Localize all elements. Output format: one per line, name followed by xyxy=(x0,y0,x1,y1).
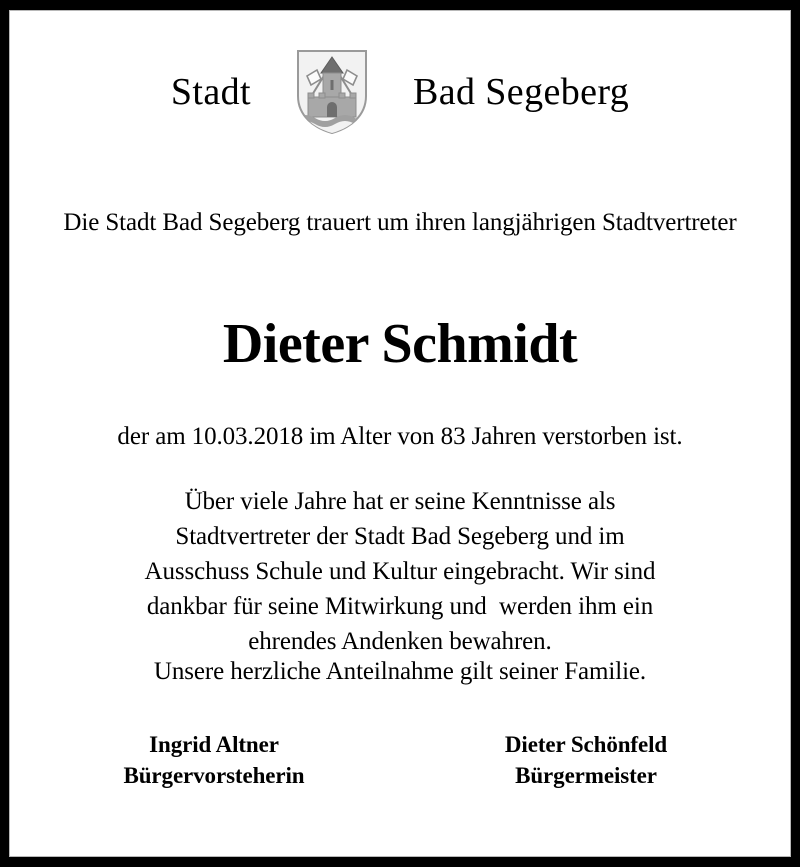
signature-block xyxy=(10,729,790,791)
tribute-line-1: Über viele Jahre hat er seine Kenntnisse als xyxy=(184,488,616,515)
tribute-paragraph xyxy=(10,484,790,659)
signatory-right-name: Dieter Schönfeld xyxy=(504,732,668,757)
notice-body xyxy=(10,11,790,856)
tribute-line-3: Ausschuss Schule und Kultur eingebracht. Wir sind xyxy=(144,558,656,585)
signatory-left xyxy=(64,729,364,791)
signatory-left-name: Ingrid Altner xyxy=(149,732,279,757)
header-word-bad-segeberg: Bad Segeberg xyxy=(412,71,630,113)
signatory-right xyxy=(436,729,736,791)
lead-paragraph xyxy=(10,207,790,239)
notice-card xyxy=(9,10,791,857)
signatory-left-title: Bürgervorsteherin xyxy=(123,763,305,788)
tribute-line-2: Stadtvertreter der Stadt Bad Segeberg und im xyxy=(175,523,625,550)
lead-line-2: Stadtvertreter xyxy=(601,209,737,236)
lead-line-1: Die Stadt Bad Segeberg trauert um ihren langjährigen xyxy=(63,209,596,236)
deceased-name: Dieter Schmidt xyxy=(222,313,578,375)
death-date-line: der am 10.03.2018 im Alter von 83 Jahren verstorben ist. xyxy=(117,423,683,450)
tribute-line-5: ehrendes Andenken bewahren. xyxy=(248,628,552,655)
header-word-stadt: Stadt xyxy=(170,71,251,113)
signatory-right-title: Bürgermeister xyxy=(515,763,657,788)
tribute-line-4: dankbar für seine Mitwirkung und werden ihm ein xyxy=(146,593,654,620)
condolence-line: Unsere herzliche Anteilnahme gilt seiner Familie. xyxy=(153,658,647,685)
